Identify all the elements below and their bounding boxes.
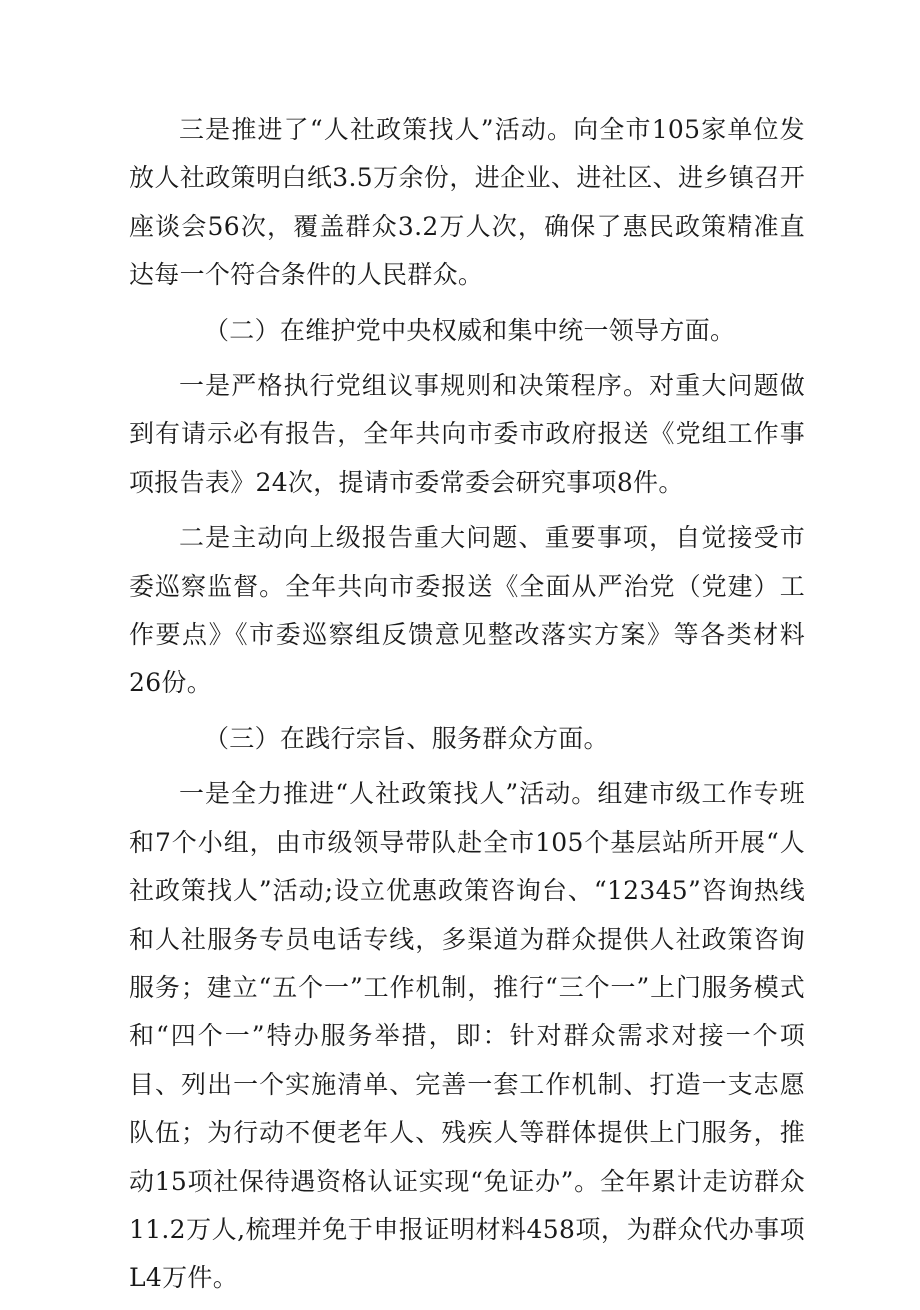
paragraph-decision-procedures: 一是严格执行党组议事规则和决策程序。对重大问题做到有请示必有报告，全年共向市委市政府报送《党组工作事项报告表》24次，提请市委常委会研究事项8件。: [129, 371, 805, 497]
paragraph-policy-outreach: 三是推进了“人社政策找人”活动。向全市105家单位发放人社政策明白纸3.5万余份，进企业、进社区、进乡镇召开座谈会56次，覆盖群众3.2万人次，确保了惠民政策精准直达每一个符合条件的人民群众。: [129, 115, 805, 290]
document-body: [129, 106, 805, 1310]
paragraph-reporting-supervision: 二是主动向上级报告重大问题、重要事项，自觉接受市委巡察监督。全年共向市委报送《全面从严治党（党建）工作要点》《市委巡察组反馈意见整改落实方案》等各类材料26份。: [129, 523, 805, 698]
section-heading-serving-masses: （三）在践行宗旨、服务群众方面。: [204, 723, 609, 753]
paragraph-service-initiatives: 一是全力推进“人社政策找人”活动。组建市级工作专班和7个小组，由市级领导带队赴全市105个基层站所开展“人社政策找人”活动;设立优惠政策咨询台、“12345”咨询热线和人社服务专员电话专线，多渠道为群众提供人社政策咨询服务；建立“五个一”工作机制，推行“三个一”上门服务模式和“四个一”特办服务举措，即：针对群众需求对接一个项目、列出一个实施清单、完善一套工作机制、打造一支志愿队伍；为行动不便老年人、残疾人等群体提供上门服务，推动15项社保待遇资格认证实现“免证办”。全年累计走访群众11.2万人,梳理并免于申报证明材料458项，为群众代办事项L4万件。: [129, 779, 805, 1293]
section-heading-leadership: （二）在维护党中央权威和集中统一领导方面。: [204, 315, 736, 345]
